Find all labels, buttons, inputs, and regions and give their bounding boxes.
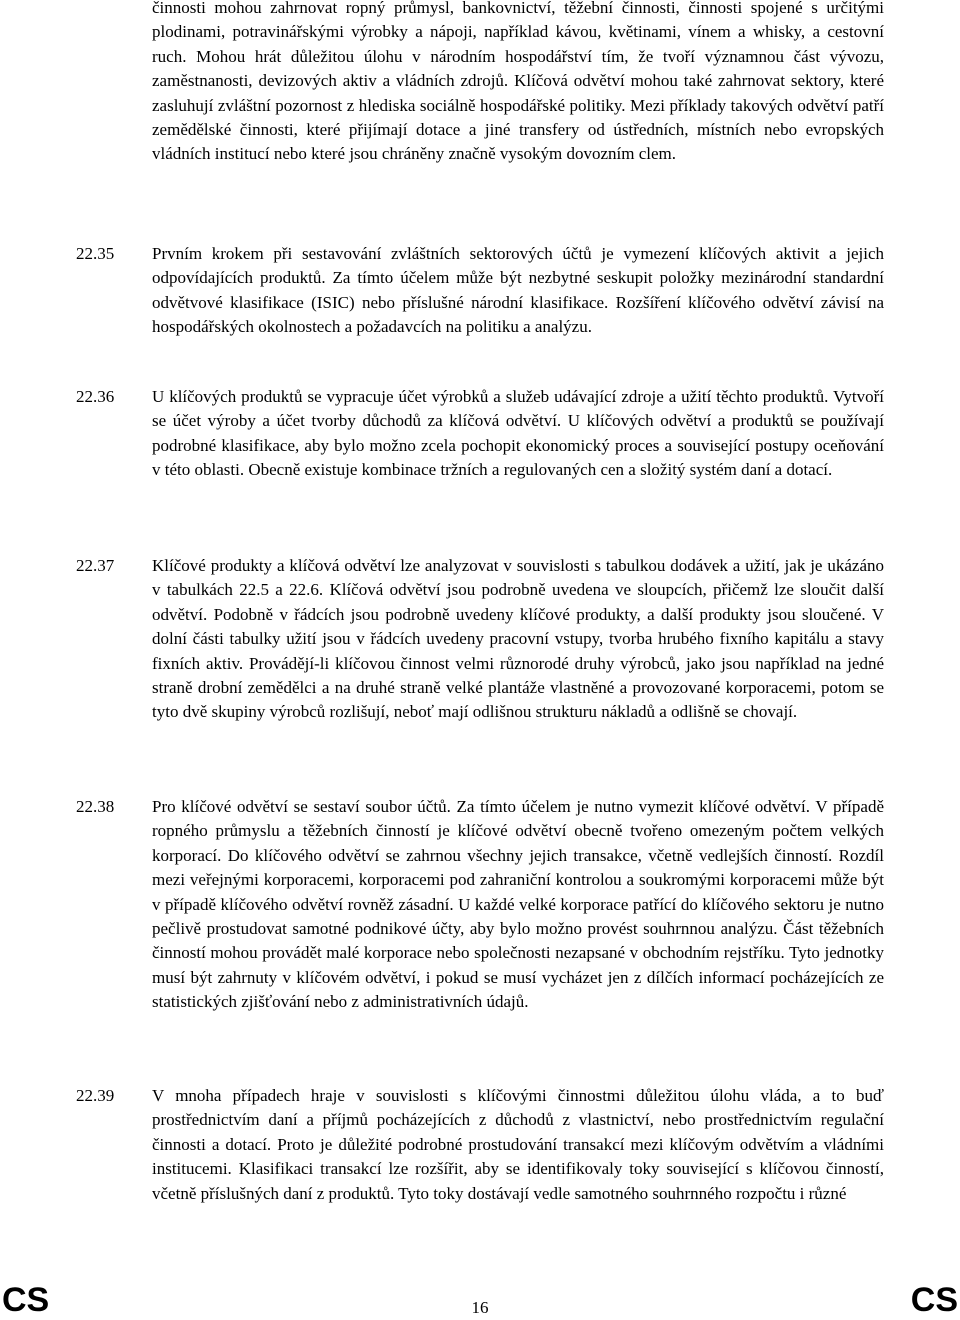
paragraph-text: U klíčových produktů se vypracuje účet výrobků a služeb udávající zdroje a užití těchto produktů. Vytvoří se účet výroby a účet tvorby důchodů za klíčová odvětví. U klíčových odvětví a produktů se používají podrobné klasifikace, aby bylo možno zcela pochopit ekonomický proces a související postupy oceňování v této oblasti. Obecně existuje kombinace tržních a regulovaných cen a složitý systém daní a dotací. xyxy=(152,387,884,480)
paragraph-22-37 xyxy=(76,554,884,725)
paragraph-22-38 xyxy=(76,795,884,1015)
paragraph-text: V mnoha případech hraje v souvislosti s klíčovými činnostmi důležitou úlohu vláda, a to buď prostřednictvím daní a příjmů pocházejících z důchodů z vlastnictví, nebo prostřednictvím regulační činnosti a dotací. Proto je důležité podrobné prostudování transakcí mezi klíčovým odvětvím a vládními institucemi. Klasifikaci transakcí lze rozšířit, aby se identifikovaly toky související s klíčovou činností, včetně příslušných daní z produktů. Tyto toky dostávají vedle samotného souhrnného rozpočtu i různé xyxy=(152,1086,884,1203)
continuation-paragraph: činnosti mohou zahrnovat ropný průmysl, bankovnictví, těžební činnosti, činnosti spojené s určitými plodinami, potravinářskými výrobky a nápoji, například kávou, květinami, vínem a whisky, a cestovní ruch. Mohou hrát důležitou úlohu v národním hospodářství tím, že tvoří významnou část vývozu, zaměstnanosti, devizových aktiv a vládních zdrojů. Klíčová odvětví mohou také zahrnovat sektory, které zasluhují zvláštní pozornost z hlediska sociálně hospodářské politiky. Mezi příklady takových odvětví patří zemědělské činnosti, které přijímají dotace a jiné transfery od ústředních, místních nebo evropských vládních institucí nebo které jsou chráněny značně vysokým dovozním clem. xyxy=(152,0,884,164)
footer-language-mark-left: CS xyxy=(2,1281,50,1319)
paragraph-number: 22.36 xyxy=(76,387,115,406)
paragraph-number: 22.35 xyxy=(76,244,115,263)
paragraph-number: 22.39 xyxy=(76,1086,115,1105)
paragraph-22-36 xyxy=(76,385,884,483)
paragraph-number: 22.38 xyxy=(76,797,115,816)
paragraph-text: Klíčové produkty a klíčová odvětví lze analyzovat v souvislosti s tabulkou dodávek a užití, jak je ukázáno v tabulkách 22.5 a 22.6. Klíčová odvětví jsou podrobně uvedena ve sloupcích, přičemž lze sloučit další odvětví. Podobně v řádcích jsou podrobně uvedeny klíčové produkty, a další produkty jsou sloučené. V dolní části tabulky užití jsou v řádcích uvedeny pracovní vstupy, tvorba hrubého fixního kapitálu a stavy fixních aktiv. Provádějí-li klíčovou činnost velmi různorodé druhy výrobců, jako jsou například na jedné straně drobní zemědělci a na druhé straně velké plantáže vlastněné a provozované korporacemi, potom se tyto dvě skupiny výrobců rozlišují, neboť mají odlišnou strukturu nákladů a odlišně se chovají. xyxy=(152,556,884,722)
paragraph-number: 22.37 xyxy=(76,556,115,575)
paragraph-text: Prvním krokem při sestavování zvláštních sektorových účtů je vymezení klíčových aktivit a jejich odpovídajících produktů. Za tímto účelem může být nezbytné seskupit položky mezinárodní standardní odvětvové klasifikace (ISIC) nebo příslušné národní klasifikace. Rozšíření klíčového odvětví závisí na hospodářských okolnostech a požadavcích na politiku a analýzu. xyxy=(152,244,884,337)
paragraph-22-35 xyxy=(76,242,884,340)
paragraph-text: Pro klíčové odvětví se sestaví soubor účtů. Za tímto účelem je nutno vymezit klíčové odvětví. V případě ropného průmyslu a těžebních činností je klíčové odvětví obecně tvořeno omezeným počtem velkých korporací. Do klíčového odvětví se zahrnou všechny jejich transakce, včetně vedlejších činností. Rozdíl mezi veřejnými korporacemi, korporacemi pod zahraniční kontrolou a soukromými korporacemi může být v případě klíčového odvětví rovněž zásadní. U každé velké korporace patřící do klíčového sektoru je nutno pečlivě prostudovat samotné podnikové účty, aby bylo možno provést souhrnnou analýzu. Část těžebních činností mohou provádět malé korporace nebo společnosti nezapsané v obchodním rejstříku. Tyto jednotky musí být zahrnuty v klíčovém odvětví, i pokud se musí vycházet jen z dílčích informací pocházejících ze statistických zjišťování nebo z administrativních údajů. xyxy=(152,797,884,1012)
page-number: 16 xyxy=(471,1298,489,1317)
paragraph-22-39 xyxy=(76,1084,884,1206)
footer-language-mark-right: CS xyxy=(910,1281,958,1319)
